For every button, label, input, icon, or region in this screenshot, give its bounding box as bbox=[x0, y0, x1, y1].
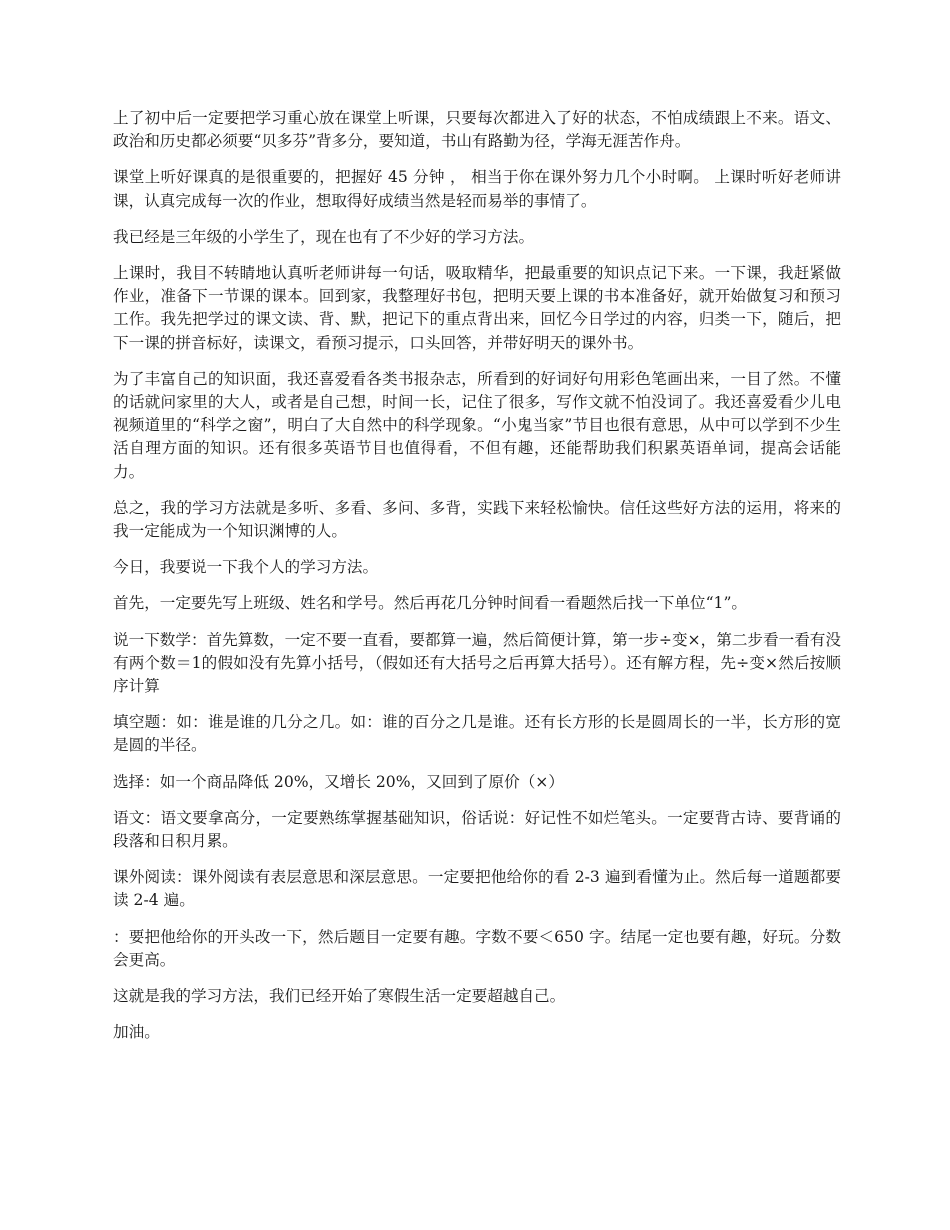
document-body bbox=[113, 107, 841, 1058]
paragraph-6: 总之，我的学习方法就是多听、多看、多问、多背，实践下来轻松愉快。信任这些好方法的运用，将来的我一定能成为一个知识渊博的人。 bbox=[113, 498, 841, 541]
paragraph-2: 课堂上听好课真的是很重要的，把握好 45 分钟 ， 相当于你在课外努力几个小时啊。 上课时听好老师讲课，认真完成每一次的作业，想取得好成绩当然是轻而易举的事情了。 bbox=[113, 168, 841, 210]
paragraph-16: 加油。 bbox=[113, 1023, 160, 1042]
paragraph-7: 今日，我要说一下我个人的学习方法。 bbox=[113, 558, 379, 577]
paragraph-10: 填空题：如：谁是谁的几分之几。如：谁的百分之几是谁。还有长方形的长是圆周长的一半，长方形的宽是圆的半径。 bbox=[113, 713, 841, 755]
paragraph-12: 语文：语文要拿高分，一定要熟练掌握基础知识，俗话说：好记性不如烂笔头。一定要背古诗、要背诵的段落和日积月累。 bbox=[113, 808, 841, 851]
paragraph-13: 课外阅读：课外阅读有表层意思和深层意思。一定要把他给你的看 2-3 遍到看懂为止。然后每一道题都要读 2-4 遍。 bbox=[113, 868, 841, 910]
paragraph-14: ：要把他给你的开头改一下，然后题目一定要有趣。字数不要＜650 字。结尾一定也要有趣，好玩。分数会更高。 bbox=[113, 927, 841, 969]
paragraph-9: 说一下数学：首先算数，一定不要一直看，要都算一遍，然后简便计算，第一步÷变×，第二步看一看有没有两个数＝1的假如没有先算小括号，（假如还有大括号之后再算大括号）。还有解方程，先÷变×然后按顺序计算 bbox=[113, 630, 841, 696]
paragraph-15: 这就是我的学习方法，我们已经开始了寒假生活一定要超越自己。 bbox=[113, 987, 566, 1006]
paragraph-3: 我已经是三年级的小学生了，现在也有了不少好的学习方法。 bbox=[113, 227, 535, 246]
paragraph-4: 上课时，我目不转睛地认真听老师讲每一句话，吸取精华，把最重要的知识点记下来。一下课，我赶紧做作业，准备下一节课的课本。回到家，我整理好书包，把明天要上课的书本准备好，就开始做复习和预习工作。我先把学过的课文读、背、默，把记下的重点背出来，回忆今日学过的内容，归类一下，随后，把下一课的拼音标好，读课文，看预习提示，口头回答，并带好明天的课外书。 bbox=[113, 264, 841, 352]
paragraph-1: 上了初中后一定要把学习重心放在课堂上听课，只要每次都进入了好的状态，不怕成绩跟上不来。语文、政治和历史都必须要“贝多芬”背多分，要知道，书山有路勤为径，学海无涯苦作舟。 bbox=[113, 109, 841, 151]
paragraph-11: 选择：如一个商品降低 20%，又增长 20%，又回到了原价（×） bbox=[113, 772, 564, 791]
paragraph-5: 为了丰富自己的知识面，我还喜爱看各类书报杂志，所看到的好词好句用彩色笔画出来，一目了然。不懂的话就问家里的大人，或者是自己想，时间一长，记住了很多，写作文就不怕没词了。我还喜爱看少儿电视频道里的“科学之窗”，明白了大自然中的科学现象。“小鬼当家”节目也很有意思，从中可以学到不少生活自理方面的知识。还有很多英语节目也值得看，不但有趣，还能帮助我们积累英语单词，提高会话能力。 bbox=[113, 369, 841, 481]
paragraph-8: 首先，一定要先写上班级、姓名和学号。然后再花几分钟时间看一看题然后找一下单位“1”。 bbox=[113, 594, 748, 613]
